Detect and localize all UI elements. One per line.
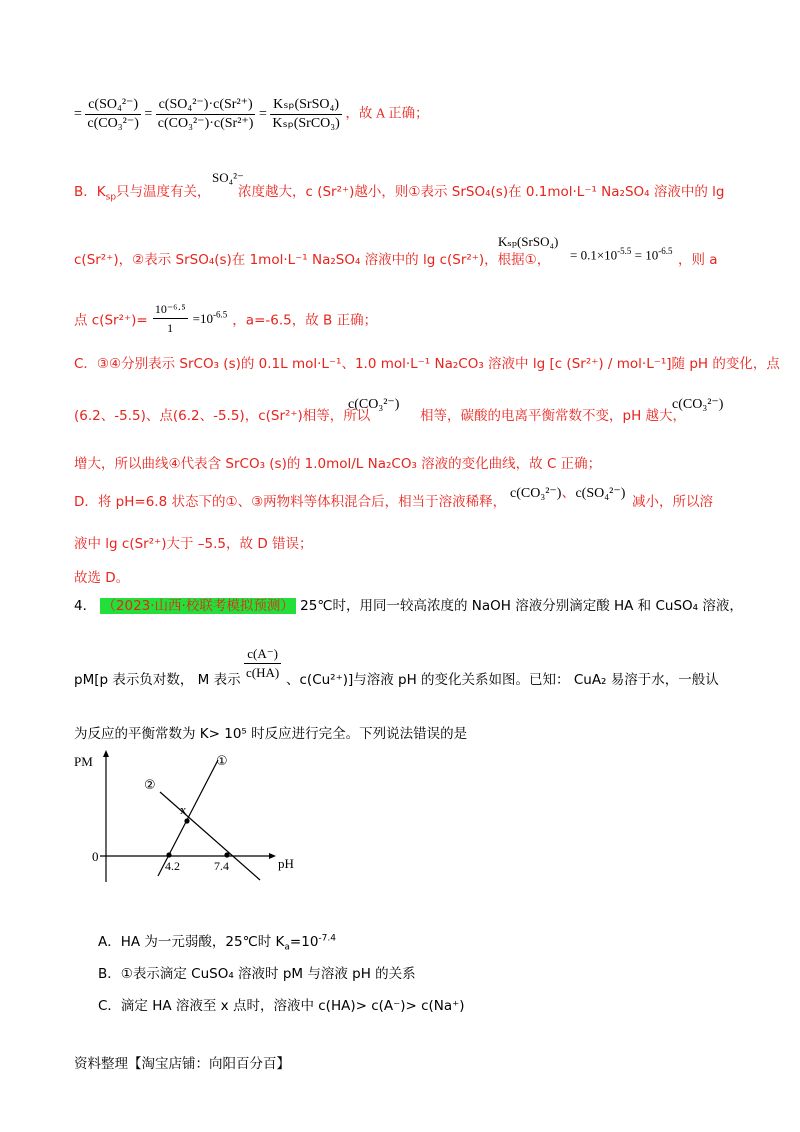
option-b-line-1-rest: 浓度越大，c (Sr²⁺)越小，则①表示 SrSO₄(s)在 0.1mol·L⁻¹ Na₂SO₄ 溶液中的 lg <box>238 184 725 200</box>
point-x-label: x <box>180 802 187 817</box>
point-4-2 <box>166 852 171 857</box>
fraction-b3: $\frac{\text{10⁻⁶·⁵}}{1}$ <box>154 302 186 335</box>
question-4-line-3: 为反应的平衡常数为 K> 10⁵ 时反应进行完全。下列说法错误的是 <box>74 726 468 742</box>
answer-line: 故选 D。 <box>74 570 130 586</box>
so4-ion-label: SO₄²⁻ <box>212 170 244 185</box>
formula-equals: = <box>74 106 82 122</box>
pm-ph-graph <box>74 748 304 888</box>
fraction-so4-co3: $\frac{\text{c(SO₄²⁻)}}{\text{c(CO₃²⁻)}}$ <box>87 97 139 131</box>
option-a: A．HA 为一元弱酸，25℃时 $K_a=10^{-7.4}$ <box>98 933 336 953</box>
y-axis-arrow <box>103 750 109 757</box>
tick-7-4: 7.4 <box>214 859 229 873</box>
option-b-line-3: 点 c(Sr²⁺)= $\frac{\text{10⁻⁶·⁵}}{1}$ $=10^{-6.5}$ ，a=-6.5，故 B 正确； <box>74 302 378 335</box>
co3-label-2: c(CO₃²⁻) <box>672 397 724 412</box>
formula-conclusion: ，故 A 正确； <box>345 105 429 121</box>
fraction-product: $\frac{\text{c(SO₄²⁻)·c(Sr²⁺)}}{\text{c(CO₃²⁻)·c(Sr²⁺)}}$ <box>157 97 254 131</box>
fraction-a-ha: $\frac{c(A^-)}{c(HA)}$ <box>246 646 280 680</box>
question-number: 4． <box>74 598 97 614</box>
co3-label-1: c(CO₃²⁻) <box>348 397 400 412</box>
option-c-line-3: 增大，所以曲线④代表含 SrCO₃ (s)的 1.0mol/L Na₂CO₃ 溶液的变化曲线，故 C 正确； <box>74 456 602 472</box>
source-tag: （2023·山西·校联考模拟预测） <box>102 598 294 614</box>
curve-1-label: ① <box>216 754 228 769</box>
fraction-ksp: $\frac{\text{Kₛₚ(SrSO₄)}}{\text{Kₛₚ(SrCO₃)}}$ <box>272 97 340 131</box>
option-b-line-1: B．$K_{sp}$只与温度有关， <box>74 184 211 203</box>
option-d-line-1-tail: 减小，所以溶 <box>632 494 713 510</box>
origin-label: 0 <box>92 849 99 864</box>
curve-2-label: ② <box>144 778 156 793</box>
option-b: B．①表示滴定 CuSO₄ 溶液时 pM 与溶液 pH 的关系 <box>98 966 416 982</box>
question-4-line-1: 4． （2023·山西·校联考模拟预测） 25℃时，用同一较高浓度的 NaOH 溶液分别滴定酸 HA 和 CuSO₄ 溶液， <box>74 598 743 614</box>
option-d-line-1: D．将 pH=6.8 状态下的①、③两物料等体积混合后，相当于溶液稀释， <box>74 494 507 510</box>
option-b-line-2-tail: ，则 a <box>678 252 718 268</box>
ksp-label: Kₛₚ(SrSO₄) <box>498 234 559 249</box>
intersection-point <box>184 818 189 823</box>
point-7-4 <box>224 852 229 857</box>
question-4-line-2b: 、c(Cu²⁺)]与溶液 pH 的变化关系如图。已知： CuA₂ 易溶于水，一般认 <box>286 672 719 688</box>
option-d-line-2: 液中 lg c(Sr²⁺)大于 –5.5，故 D 错误； <box>74 536 313 552</box>
ksp-value: = $0.1\times 10^{-5.5} = 10^{-6.5}$ <box>570 246 673 263</box>
tick-4-2: 4.2 <box>165 859 180 873</box>
y-axis-label: PM <box>74 754 93 769</box>
x-axis-label: pH <box>278 856 294 871</box>
option-c: C．滴定 HA 溶液至 x 点时，溶液中 c(HA)> c(A⁻)> c(Na⁺) <box>98 998 465 1014</box>
footer-note: 资料整理【淘宝店铺：向阳百分百】 <box>74 1056 290 1072</box>
formula-top: = $\frac{\text{c(SO₄²⁻)}}{\text{c(CO₃²⁻)}}$ = $\frac{\text{c(SO₄²⁻)·c(Sr²⁺)}}{\text{c(CO₃²⁻)·c(Sr²⁺)}}$ = $\frac{\text{Kₛₚ(SrSO₄)}}{\text{Kₛₚ(SrCO₃)}}$ ，故 A 正确； <box>74 97 429 131</box>
option-c-line-1: C．③④分别表示 SrCO₃ (s)的 0.1L mol·L⁻¹、1.0 mol·L⁻¹ Na₂CO₃ 溶液中 lg [c (Sr²⁺) / mol·L⁻¹]随 pH 的变化，点 <box>74 356 780 372</box>
x-axis-arrow <box>269 853 276 859</box>
question-4-line-2a: pM[p 表示负对数， M 表示 <box>74 672 241 688</box>
option-c-line-2: (6.2、-5.5)、点(6.2、-5.5)，c(Sr²⁺)相等，所以 <box>74 408 371 424</box>
option-b-line-2: c(Sr²⁺)，②表示 SrSO₄(s)在 1mol·L⁻¹ Na₂SO₄ 溶液中的 lg c(Sr²⁺)，根据①， <box>74 252 551 268</box>
option-c-line-2-mid: 相等，碳酸的电离平衡常数不变，pH 越大， <box>420 408 687 424</box>
co3-label-3: c(CO₃²⁻)、c(SO₄²⁻) <box>510 486 626 501</box>
